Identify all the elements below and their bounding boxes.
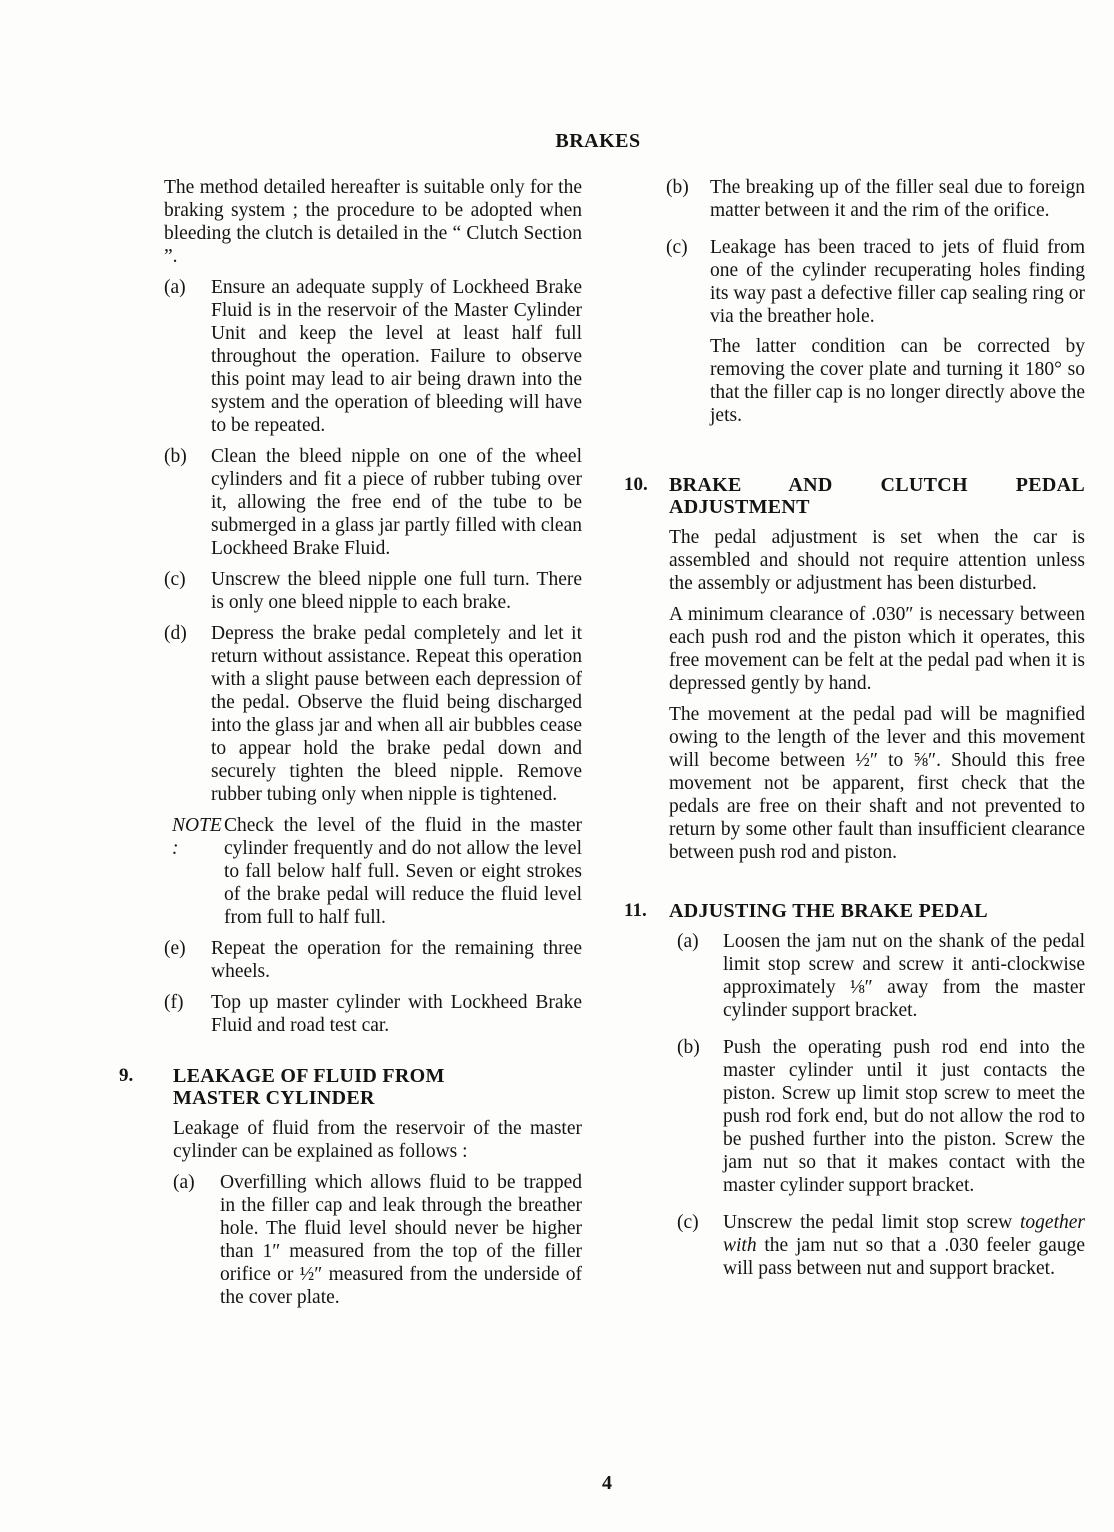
section-title-line2: MASTER CYLINDER bbox=[173, 1087, 375, 1109]
section-number: 10. bbox=[624, 474, 648, 495]
section-paragraph: The movement at the pedal pad will be magnified owing to the length of the lever and this movement will become between ½″ to ⅝″. Should this free movement not be apparent, first check that the pedals are free on their shaft and not prevented to return by some other fault than insufficient clearance between push rod and piston. bbox=[669, 704, 1085, 863]
section-number: 11. bbox=[624, 900, 647, 921]
note-label: NOTE : bbox=[172, 815, 222, 859]
adjust-step-b bbox=[677, 1036, 1085, 1197]
section-paragraph: The pedal adjustment is set when the car is assembled and should not require attention unless the assembly or adjustment has been disturbed. bbox=[669, 527, 1085, 594]
section-heading bbox=[119, 1065, 582, 1109]
right-column bbox=[624, 176, 1085, 1288]
note-block bbox=[172, 814, 582, 929]
step-a bbox=[164, 276, 582, 437]
step-label: (c) bbox=[164, 569, 186, 590]
step-text: Ensure an adequate supply of Lockheed Brake Fluid is in the reservoir of the Master Cylinder Unit and keep the level at least half full throughout the operation. Failure to observe this point may lead to air being drawn into the system and the operation of bleeding will have to be repeated. bbox=[211, 277, 582, 436]
item-label: (b) bbox=[666, 177, 689, 198]
section-title-line1: LEAKAGE OF FLUID FROM bbox=[173, 1065, 445, 1087]
step-text: Push the operating push rod end into the master cylinder until it just contacts the piston. Screw up limit stop screw to meet the push rod fork end, but do not allow the rod to be pushed further into the piston. Screw the jam nut so that it makes contact with the master cylinder support bracket. bbox=[723, 1037, 1085, 1196]
item-label: (c) bbox=[666, 237, 688, 258]
step-b bbox=[164, 445, 582, 560]
step-text: Clean the bleed nipple on one of the wheel cylinders and fit a piece of rubber tubing over it, allowing the free end of the tube to be submerged in a glass jar partly filled with clean Lockheed Brake Fluid. bbox=[211, 446, 582, 559]
step-label: (e) bbox=[164, 938, 186, 959]
step-e bbox=[164, 937, 582, 983]
section-heading bbox=[624, 474, 1085, 518]
step-label: (b) bbox=[677, 1037, 700, 1058]
item-text: Overfilling which allows fluid to be trapped in the filler cap and leak through the breather hole. The fluid level should never be higher than 1″ measured from the top of the filler orifice or ½″ measured from the underside of the cover plate. bbox=[220, 1172, 582, 1308]
step-text: Repeat the operation for the remaining three wheels. bbox=[211, 938, 582, 982]
leak-cause-b bbox=[666, 176, 1085, 222]
item-text-extra: The latter condition can be corrected by removing the cover plate and turning it 180° so that the filler cap is no longer directly above the jets. bbox=[710, 336, 1085, 426]
section-paragraph: A minimum clearance of .030″ is necessary between each push rod and the piston which it operates, this free movement can be felt at the pedal pad when it is depressed gently by hand. bbox=[669, 604, 1085, 694]
step-label: (d) bbox=[164, 623, 187, 644]
section-heading bbox=[624, 900, 1085, 922]
step-text: Unscrew the bleed nipple one full turn. There is only one bleed nipple to each brake. bbox=[211, 569, 582, 613]
page-title: BRAKES bbox=[555, 130, 641, 152]
intro-paragraph: The method detailed hereafter is suitable only for the braking system ; the procedure to be adopted when bleeding the clutch is detailed in the “ Clutch Section ”. bbox=[164, 177, 582, 267]
step-f bbox=[164, 991, 582, 1037]
section-title-line2: ADJUSTMENT bbox=[669, 496, 810, 518]
step-label: (f) bbox=[164, 992, 184, 1013]
adjust-step-a bbox=[677, 930, 1085, 1022]
step-text: Top up master cylinder with Lockheed Brake Fluid and road test car. bbox=[211, 992, 582, 1036]
section-intro: Leakage of fluid from the reservoir of the master cylinder can be explained as follows : bbox=[173, 1118, 582, 1162]
section-title-line1: BRAKE AND CLUTCH PEDAL bbox=[669, 474, 1085, 496]
leak-cause-c bbox=[666, 236, 1085, 434]
section-title: ADJUSTING THE BRAKE PEDAL bbox=[669, 900, 988, 922]
step-text: Loosen the jam nut on the shank of the pedal limit stop screw and screw it anti-clockwise approximately ⅛″ away from the master cylinder support bracket. bbox=[723, 931, 1085, 1021]
step-label: (a) bbox=[677, 931, 699, 952]
step-d bbox=[164, 622, 582, 806]
item-text: Leakage has been traced to jets of fluid from one of the cylinder recuperating holes finding its way past a defective filler cap sealing ring or via the breather hole. bbox=[710, 237, 1085, 327]
step-text: Depress the brake pedal completely and let it return without assistance. Repeat this operation with a slight pause between each depression of the pedal. Observe the fluid being discharged into the glass jar and when all air bubbles cease to appear hold the brake pedal down and securely tighten the bleed nipple. Remove rubber tubing only when nipple is tightened. bbox=[211, 623, 582, 805]
section-10 bbox=[624, 474, 1085, 864]
step-text: Unscrew the pedal limit stop screw together with the jam nut so that a .030 feeler gauge will pass between nut and support bracket. bbox=[723, 1212, 1085, 1279]
italic-phrase: together with bbox=[723, 1212, 1085, 1256]
section-9 bbox=[119, 1065, 582, 1309]
section-number: 9. bbox=[119, 1065, 134, 1086]
item-label: (a) bbox=[173, 1172, 195, 1193]
step-label: (c) bbox=[677, 1212, 699, 1233]
section-11 bbox=[624, 900, 1085, 1280]
leak-cause-a bbox=[173, 1171, 582, 1309]
step-label: (b) bbox=[164, 446, 187, 467]
item-text: The breaking up of the filler seal due to foreign matter between it and the rim of the orifice. bbox=[710, 177, 1085, 221]
page-number: 4 bbox=[602, 1472, 612, 1494]
step-c bbox=[164, 568, 582, 614]
left-column bbox=[119, 176, 582, 1317]
step-label: (a) bbox=[164, 277, 186, 298]
note-text: Check the level of the fluid in the master cylinder frequently and do not allow the level to fall below half full. Seven or eight strokes of the brake pedal will reduce the fluid level from full to half full. bbox=[224, 815, 582, 928]
adjust-step-c bbox=[677, 1211, 1085, 1280]
